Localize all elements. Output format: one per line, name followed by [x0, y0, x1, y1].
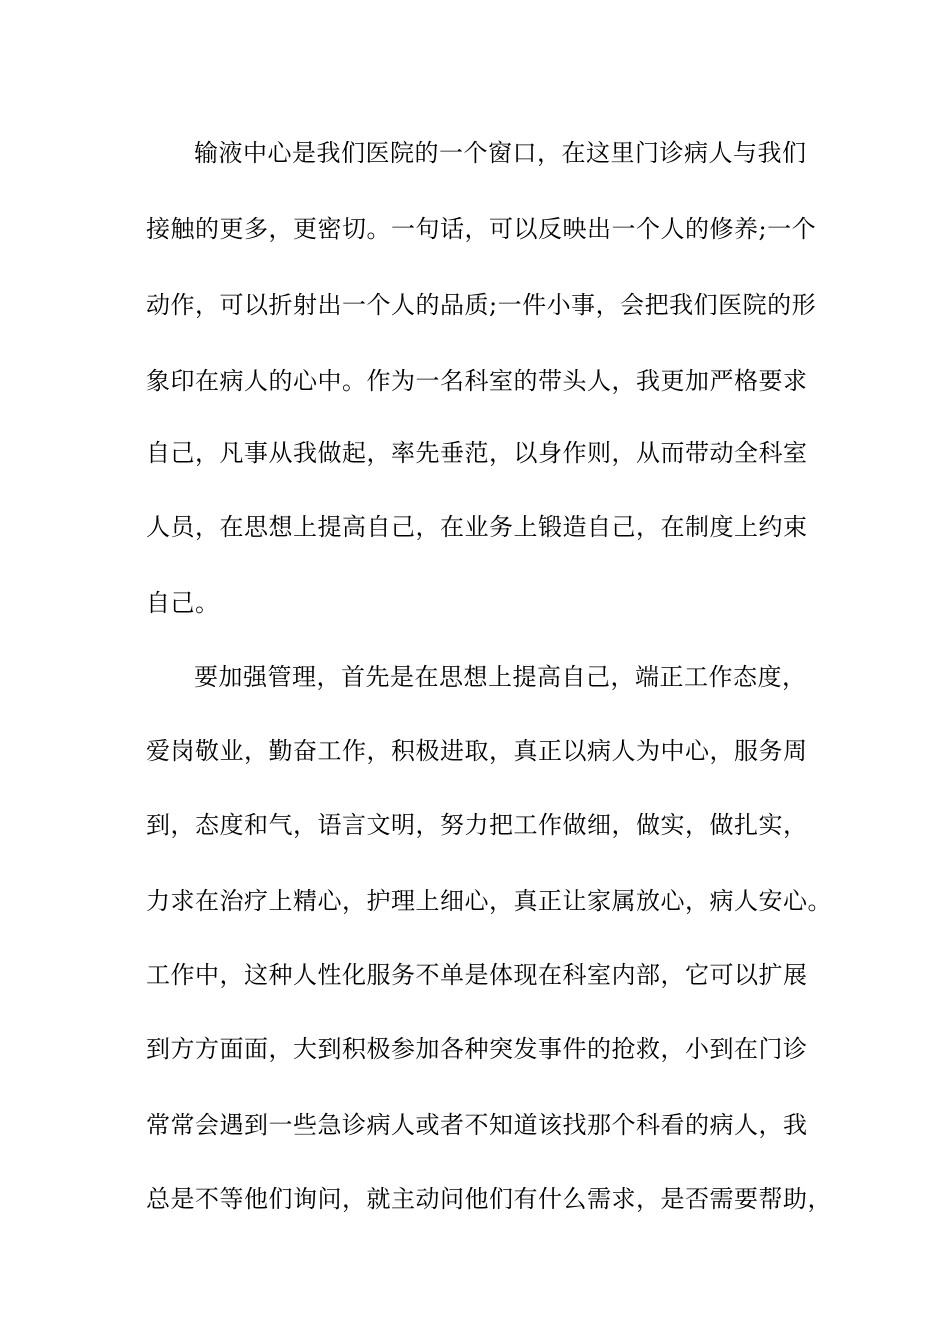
text-line-9: 爱岗敬业，勤奋工作，积极进取，真正以病人为中心，服务周 — [146, 737, 808, 765]
text-line-15: 总是不等他们询问，就主动问他们有什么需求，是否需要帮助， — [146, 1185, 832, 1213]
text-line-12: 工作中，这种人性化服务不单是体现在科室内部，它可以扩展 — [146, 961, 808, 989]
text-line-6: 人员，在思想上提高自己，在业务上锻造自己，在制度上约束 — [146, 513, 808, 541]
text-line-11: 力求在治疗上精心，护理上细心，真正让家属放心，病人安心。 — [146, 887, 832, 915]
text-line-4: 象印在病人的心中。作为一名科室的带头人，我更加严格要求 — [146, 367, 808, 395]
text-line-8: 要加强管理，首先是在思想上提高自己，端正工作态度， — [194, 663, 807, 691]
text-line-3: 动作，可以折射出一个人的品质;一件小事，会把我们医院的形 — [146, 291, 817, 319]
text-line-2: 接触的更多，更密切。一句话，可以反映出一个人的修养;一个 — [146, 215, 817, 243]
text-line-13: 到方方面面，大到积极参加各种突发事件的抢救，小到在门诊 — [146, 1035, 808, 1063]
text-line-14: 常常会遇到一些急诊病人或者不知道该找那个科看的病人，我 — [146, 1111, 808, 1139]
text-line-5: 自己，凡事从我做起，率先垂范，以身作则，从而带动全科室 — [146, 439, 808, 467]
text-line-10: 到，态度和气，语言文明，努力把工作做细，做实，做扎实， — [146, 811, 808, 839]
text-line-7: 自己。 — [146, 589, 220, 617]
text-line-1: 输液中心是我们医院的一个窗口，在这里门诊病人与我们 — [194, 139, 807, 167]
